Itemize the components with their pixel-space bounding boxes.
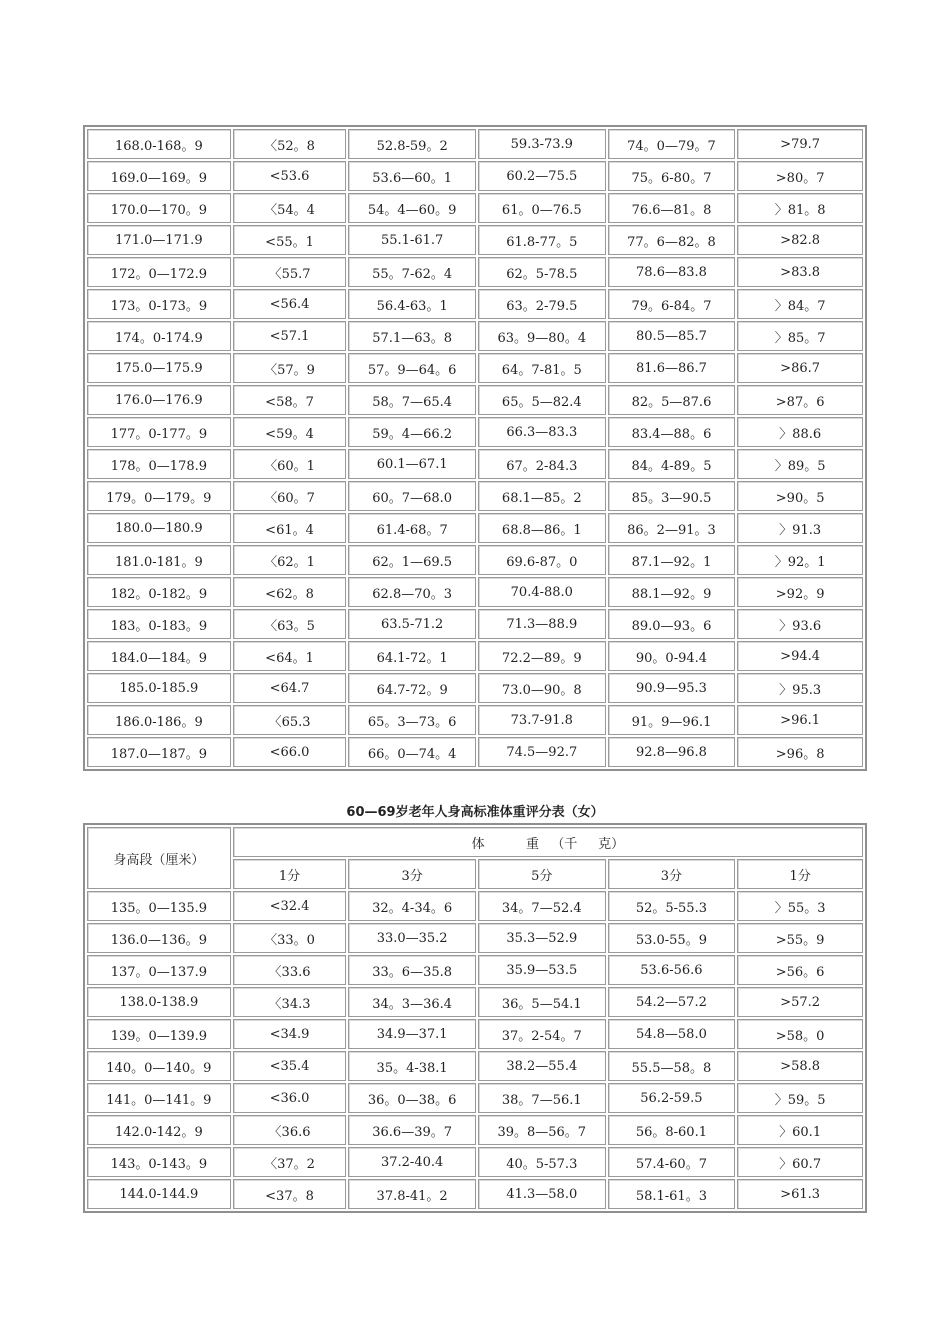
- weight-range-cell: <58。7: [233, 385, 347, 415]
- table-row: [87, 193, 863, 223]
- height-range-cell: 187.0—187。9: [87, 737, 231, 767]
- height-range-cell: 186.0-186。9: [87, 705, 231, 735]
- weight-range-cell: 34.9—37.1: [348, 1019, 476, 1049]
- weight-range-cell: 37.8-41。2: [348, 1179, 476, 1209]
- weight-range-cell: 35.3—52.9: [478, 923, 606, 953]
- height-range-cell: 176.0—176.9: [87, 385, 231, 415]
- table-title: 60—69岁老年人身高标准体重评分表（女）: [346, 805, 604, 820]
- weight-range-cell: 86。2—91。3: [608, 513, 736, 543]
- table-row: [87, 1179, 863, 1209]
- weight-range-cell: 75。6-80。7: [608, 161, 736, 191]
- height-weight-table-continued: [83, 125, 867, 771]
- weight-range-cell: 〈63。5: [233, 609, 347, 639]
- weight-range-cell: 34。7—52.4: [478, 891, 606, 921]
- table-row: [87, 955, 863, 985]
- weight-range-cell: 66.3—83.3: [478, 417, 606, 447]
- weight-range-cell: >57.2: [737, 987, 863, 1017]
- weight-range-cell: 72.2—89。9: [478, 641, 606, 671]
- weight-range-cell: 88.1—92。9: [608, 577, 736, 607]
- table-row: [87, 129, 863, 159]
- weight-range-cell: 62。1—69.5: [348, 545, 476, 575]
- weight-range-cell: 57.4-60。7: [608, 1147, 736, 1177]
- height-range-cell: 140。0—140。9: [87, 1051, 231, 1081]
- height-range-cell: 172。0—172.9: [87, 257, 231, 287]
- weight-range-cell: >80。7: [737, 161, 863, 191]
- weight-range-cell: 〈60。7: [233, 481, 347, 511]
- table-row: [87, 321, 863, 351]
- score-header: 3分: [608, 859, 736, 889]
- height-range-cell: 138.0-138.9: [87, 987, 231, 1017]
- weight-range-cell: 35。4-38.1: [348, 1051, 476, 1081]
- weight-range-cell: 58.1-61。3: [608, 1179, 736, 1209]
- weight-range-cell: 61.8-77。5: [478, 225, 606, 255]
- weight-range-cell: >82.8: [737, 225, 863, 255]
- weight-range-cell: 70.4-88.0: [478, 577, 606, 607]
- weight-range-cell: 〈54。4: [233, 193, 347, 223]
- weight-range-cell: >83.8: [737, 257, 863, 287]
- table-row: [87, 257, 863, 287]
- weight-range-cell: 33.0—35.2: [348, 923, 476, 953]
- weight-range-cell: 53.6—60。1: [348, 161, 476, 191]
- table-row: [87, 705, 863, 735]
- weight-range-cell: 67。2-84.3: [478, 449, 606, 479]
- weight-range-cell: 92.8—96.8: [608, 737, 736, 767]
- weight-range-cell: 62.8—70。3: [348, 577, 476, 607]
- height-range-cell: 181.0-181。9: [87, 545, 231, 575]
- weight-range-cell: >90。5: [737, 481, 863, 511]
- table-row: [87, 987, 863, 1017]
- weight-range-cell: >79.7: [737, 129, 863, 159]
- weight-range-cell: 54.2—57.2: [608, 987, 736, 1017]
- weight-range-cell: 53.6-56.6: [608, 955, 736, 985]
- table-row: [87, 577, 863, 607]
- weight-range-cell: <64。1: [233, 641, 347, 671]
- weight-header-part: （千: [551, 836, 578, 852]
- weight-range-cell: 68.8—86。1: [478, 513, 606, 543]
- weight-range-cell: 90。0-94.4: [608, 641, 736, 671]
- table-row: [87, 545, 863, 575]
- weight-range-cell: 59.3-73.9: [478, 129, 606, 159]
- height-range-cell: 137。0—137.9: [87, 955, 231, 985]
- weight-range-cell: 61.4-68。7: [348, 513, 476, 543]
- weight-range-cell: 〉89。5: [737, 449, 863, 479]
- weight-range-cell: 37。2-54。7: [478, 1019, 606, 1049]
- weight-range-cell: 〉91.3: [737, 513, 863, 543]
- weight-range-cell: 〉84。7: [737, 289, 863, 319]
- weight-range-cell: 〉92。1: [737, 545, 863, 575]
- weight-range-cell: 63。2-79.5: [478, 289, 606, 319]
- weight-range-cell: >87。6: [737, 385, 863, 415]
- weight-range-cell: 81.6—86.7: [608, 353, 736, 383]
- score-header: 3分: [348, 859, 476, 889]
- weight-range-cell: 82。5—87.6: [608, 385, 736, 415]
- weight-range-cell: <36.0: [233, 1083, 347, 1113]
- weight-range-cell: 71.3—88.9: [478, 609, 606, 639]
- weight-range-cell: 〉93.6: [737, 609, 863, 639]
- weight-range-cell: 41.3—58.0: [478, 1179, 606, 1209]
- weight-range-cell: 64.7-72。9: [348, 673, 476, 703]
- weight-range-cell: <55。1: [233, 225, 347, 255]
- weight-range-cell: 36.6—39。7: [348, 1115, 476, 1145]
- weight-range-cell: 59。4—66.2: [348, 417, 476, 447]
- weight-range-cell: 〉60.7: [737, 1147, 863, 1177]
- weight-range-cell: 85。3—90.5: [608, 481, 736, 511]
- weight-range-cell: 66。0—74。4: [348, 737, 476, 767]
- table-row: [87, 385, 863, 415]
- weight-range-cell: 56。8-60.1: [608, 1115, 736, 1145]
- weight-range-cell: 84。4-89。5: [608, 449, 736, 479]
- weight-header-part: 克）: [598, 836, 625, 852]
- height-range-cell: 184.0—184。9: [87, 641, 231, 671]
- score-header: 5分: [478, 859, 606, 889]
- weight-range-cell: <32.4: [233, 891, 347, 921]
- weight-range-cell: <61。4: [233, 513, 347, 543]
- weight-range-cell: 53.0-55。9: [608, 923, 736, 953]
- weight-range-cell: <66.0: [233, 737, 347, 767]
- weight-range-cell: 〈33。0: [233, 923, 347, 953]
- weight-range-cell: 〉81。8: [737, 193, 863, 223]
- weight-range-cell: 76.6—81。8: [608, 193, 736, 223]
- weight-range-cell: 34。3—36.4: [348, 987, 476, 1017]
- weight-range-cell: 69.6-87。0: [478, 545, 606, 575]
- weight-range-cell: 〉59。5: [737, 1083, 863, 1113]
- weight-range-cell: <57.1: [233, 321, 347, 351]
- weight-range-cell: 90.9—95.3: [608, 673, 736, 703]
- table-row: [87, 1083, 863, 1113]
- score-header: 1分: [233, 859, 347, 889]
- score-header: 1分: [737, 859, 863, 889]
- height-range-cell: 169.0—169。9: [87, 161, 231, 191]
- weight-range-cell: 87.1—92。1: [608, 545, 736, 575]
- weight-range-cell: 68.1—85。2: [478, 481, 606, 511]
- weight-range-cell: 〈37。2: [233, 1147, 347, 1177]
- table-row: [87, 609, 863, 639]
- weight-range-cell: 63.5-71.2: [348, 609, 476, 639]
- table-row: [87, 673, 863, 703]
- weight-range-cell: 〈60。1: [233, 449, 347, 479]
- height-range-cell: 139。0—139.9: [87, 1019, 231, 1049]
- weight-column-header: [233, 827, 863, 857]
- weight-range-cell: 58。7—65.4: [348, 385, 476, 415]
- height-range-cell: 168.0-168。9: [87, 129, 231, 159]
- height-range-cell: 183。0-183。9: [87, 609, 231, 639]
- weight-range-cell: >58。0: [737, 1019, 863, 1049]
- table-row: [87, 891, 863, 921]
- weight-range-cell: 52。5-55.3: [608, 891, 736, 921]
- weight-range-cell: >94.4: [737, 641, 863, 671]
- weight-range-cell: 〈36.6: [233, 1115, 347, 1145]
- weight-range-cell: 〈55.7: [233, 257, 347, 287]
- weight-range-cell: 73.7-91.8: [478, 705, 606, 735]
- weight-range-cell: 64。7-81。5: [478, 353, 606, 383]
- weight-range-cell: 38。7—56.1: [478, 1083, 606, 1113]
- height-range-cell: 141。0—141。9: [87, 1083, 231, 1113]
- weight-range-cell: 〉60.1: [737, 1115, 863, 1145]
- weight-range-cell: 37.2-40.4: [348, 1147, 476, 1177]
- weight-range-cell: 〉88.6: [737, 417, 863, 447]
- height-range-cell: 144.0-144.9: [87, 1179, 231, 1209]
- height-range-cell: 142.0-142。9: [87, 1115, 231, 1145]
- weight-range-cell: 36。0—38。6: [348, 1083, 476, 1113]
- weight-range-cell: 〈62。1: [233, 545, 347, 575]
- weight-range-cell: 60.2—75.5: [478, 161, 606, 191]
- height-range-cell: 136.0—136。9: [87, 923, 231, 953]
- table-row: [87, 449, 863, 479]
- weight-range-cell: <35.4: [233, 1051, 347, 1081]
- weight-range-cell: 33。6—35.8: [348, 955, 476, 985]
- weight-range-cell: <37。8: [233, 1179, 347, 1209]
- weight-range-cell: 39。8—56。7: [478, 1115, 606, 1145]
- weight-range-cell: >61.3: [737, 1179, 863, 1209]
- weight-range-cell: 40。5-57.3: [478, 1147, 606, 1177]
- weight-range-cell: 73.0—90。8: [478, 673, 606, 703]
- weight-range-cell: 57.1—63。8: [348, 321, 476, 351]
- height-range-cell: 170.0—170。9: [87, 193, 231, 223]
- weight-range-cell: >86.7: [737, 353, 863, 383]
- weight-range-cell: 〈52。8: [233, 129, 347, 159]
- height-range-cell: 185.0-185.9: [87, 673, 231, 703]
- weight-range-cell: 60。7—68.0: [348, 481, 476, 511]
- weight-range-cell: 35.9—53.5: [478, 955, 606, 985]
- weight-range-cell: 54.8—58.0: [608, 1019, 736, 1049]
- weight-range-cell: 〈65.3: [233, 705, 347, 735]
- weight-range-cell: 65。5—82.4: [478, 385, 606, 415]
- weight-range-cell: 91。9—96.1: [608, 705, 736, 735]
- weight-range-cell: 54。4—60。9: [348, 193, 476, 223]
- weight-header-part: 重: [525, 836, 539, 852]
- weight-range-cell: >96.1: [737, 705, 863, 735]
- weight-range-cell: 55.5—58。8: [608, 1051, 736, 1081]
- weight-range-cell: >96。8: [737, 737, 863, 767]
- weight-range-cell: 〈34.3: [233, 987, 347, 1017]
- weight-range-cell: >56。6: [737, 955, 863, 985]
- weight-range-cell: 60.1—67.1: [348, 449, 476, 479]
- table-row: [87, 225, 863, 255]
- height-range-cell: 173。0-173。9: [87, 289, 231, 319]
- weight-range-cell: 74.5—92.7: [478, 737, 606, 767]
- height-range-cell: 175.0—175.9: [87, 353, 231, 383]
- weight-range-cell: 〉55。3: [737, 891, 863, 921]
- table-row: [87, 1147, 863, 1177]
- weight-range-cell: 89.0—93。6: [608, 609, 736, 639]
- height-range-cell: 177。0-177。9: [87, 417, 231, 447]
- weight-range-cell: 74。0—79。7: [608, 129, 736, 159]
- height-range-cell: 174。0-174.9: [87, 321, 231, 351]
- weight-range-cell: 〈57。9: [233, 353, 347, 383]
- weight-header-part: 体: [471, 836, 485, 852]
- weight-range-cell: 55.1-61.7: [348, 225, 476, 255]
- weight-range-cell: 64.1-72。1: [348, 641, 476, 671]
- table-row: [87, 417, 863, 447]
- table-row: [87, 353, 863, 383]
- weight-range-cell: 〉95.3: [737, 673, 863, 703]
- weight-range-cell: <34.9: [233, 1019, 347, 1049]
- table-row: [87, 641, 863, 671]
- weight-range-cell: <62。8: [233, 577, 347, 607]
- weight-range-cell: 〉85。7: [737, 321, 863, 351]
- weight-range-cell: 38.2—55.4: [478, 1051, 606, 1081]
- weight-range-cell: 56.2-59.5: [608, 1083, 736, 1113]
- weight-range-cell: 36。5—54.1: [478, 987, 606, 1017]
- weight-range-cell: 32。4-34。6: [348, 891, 476, 921]
- table-row: [87, 923, 863, 953]
- weight-range-cell: 57。9—64。6: [348, 353, 476, 383]
- weight-range-cell: 78.6—83.8: [608, 257, 736, 287]
- weight-range-cell: 77。6—82。8: [608, 225, 736, 255]
- weight-range-cell: 79。6-84。7: [608, 289, 736, 319]
- height-range-cell: 171.0—171.9: [87, 225, 231, 255]
- weight-range-cell: >58.8: [737, 1051, 863, 1081]
- weight-range-cell: >55。9: [737, 923, 863, 953]
- weight-range-cell: <64.7: [233, 673, 347, 703]
- weight-range-cell: <56.4: [233, 289, 347, 319]
- weight-range-cell: 〈33.6: [233, 955, 347, 985]
- weight-range-cell: 62。5-78.5: [478, 257, 606, 287]
- weight-range-cell: 55。7-62。4: [348, 257, 476, 287]
- height-range-cell: 179。0—179。9: [87, 481, 231, 511]
- height-range-cell: 143。0-143。9: [87, 1147, 231, 1177]
- female-60-69-weight-table: [83, 823, 867, 1213]
- weight-range-cell: 56.4-63。1: [348, 289, 476, 319]
- table-row: [87, 289, 863, 319]
- table-row: [87, 161, 863, 191]
- table-row: [87, 737, 863, 767]
- table-row: [87, 1115, 863, 1145]
- weight-range-cell: 52.8-59。2: [348, 129, 476, 159]
- weight-range-cell: 83.4—88。6: [608, 417, 736, 447]
- height-range-cell: 182。0-182。9: [87, 577, 231, 607]
- weight-range-cell: 65。3—73。6: [348, 705, 476, 735]
- height-range-cell: 135。0—135.9: [87, 891, 231, 921]
- table-row: [87, 1051, 863, 1081]
- weight-range-cell: 80.5—85.7: [608, 321, 736, 351]
- weight-range-cell: >92。9: [737, 577, 863, 607]
- height-column-header: 身高段（厘米）: [87, 827, 231, 889]
- table-row: [87, 1019, 863, 1049]
- weight-range-cell: 63。9—80。4: [478, 321, 606, 351]
- weight-range-cell: <59。4: [233, 417, 347, 447]
- table-row: [87, 513, 863, 543]
- height-range-cell: 178。0—178.9: [87, 449, 231, 479]
- height-range-cell: 180.0—180.9: [87, 513, 231, 543]
- weight-range-cell: 61。0—76.5: [478, 193, 606, 223]
- table-row: [87, 481, 863, 511]
- weight-range-cell: <53.6: [233, 161, 347, 191]
